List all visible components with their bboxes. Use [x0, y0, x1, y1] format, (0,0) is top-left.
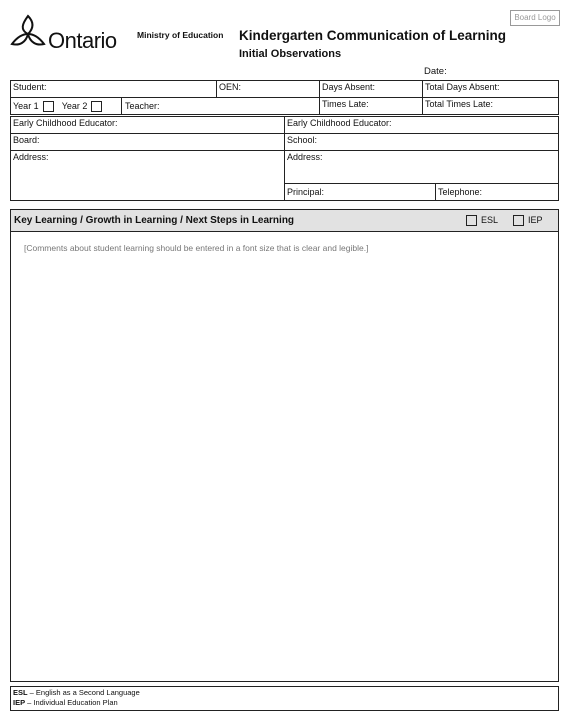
- ontario-wordmark: Ontario: [48, 28, 117, 53]
- legend-iep-text: – Individual Education Plan: [25, 698, 118, 707]
- comments-section: [10, 209, 559, 682]
- trillium-icon: [10, 14, 50, 50]
- address-right-field[interactable]: Address:: [285, 151, 559, 184]
- school-info-table: [10, 116, 559, 201]
- legend-iep: [11, 698, 558, 708]
- legend-esl: [11, 688, 558, 698]
- comments-textarea[interactable]: [Comments about student learning should be entered in a font size that is clear and legible.]: [24, 243, 369, 253]
- year-teacher-row: [11, 98, 320, 115]
- comments-heading: Key Learning / Growth in Learning / Next Steps in Learning: [14, 215, 295, 226]
- legend-iep-abbr: IEP: [13, 698, 26, 707]
- year-selector: [11, 98, 122, 114]
- total-days-absent-field[interactable]: Total Days Absent:: [423, 81, 559, 98]
- ministry-label: Ministry of Education: [137, 30, 224, 40]
- principal-field[interactable]: Principal:: [285, 184, 436, 201]
- year2-checkbox[interactable]: [91, 101, 102, 112]
- page-title: Kindergarten Communication of Learning: [239, 28, 507, 43]
- school-field[interactable]: School:: [285, 134, 559, 151]
- esl-checkbox[interactable]: [466, 215, 477, 226]
- total-times-late-field[interactable]: Total Times Late:: [423, 98, 559, 115]
- legend-esl-text: – English as a Second Language: [27, 688, 140, 697]
- iep-checkbox[interactable]: [513, 215, 524, 226]
- times-late-field[interactable]: Times Late:: [320, 98, 423, 115]
- year1-checkbox[interactable]: [43, 101, 54, 112]
- board-logo-placeholder: Board Logo: [510, 10, 560, 26]
- teacher-field[interactable]: Teacher:: [125, 101, 160, 111]
- iep-flag: [513, 210, 543, 231]
- abbreviation-legend: [10, 686, 559, 711]
- page-subtitle: Initial Observations: [239, 48, 342, 60]
- comments-header: [11, 210, 558, 232]
- address-left-field[interactable]: Address:: [11, 151, 285, 201]
- board-field[interactable]: Board:: [11, 134, 285, 151]
- year1-label: Year 1: [13, 101, 39, 111]
- oen-field[interactable]: OEN:: [217, 81, 320, 98]
- ece-left-field[interactable]: Early Childhood Educator:: [11, 117, 285, 134]
- days-absent-field[interactable]: Days Absent:: [320, 81, 423, 98]
- esl-flag: [466, 210, 498, 231]
- student-field[interactable]: Student:: [11, 81, 217, 98]
- iep-label: IEP: [528, 215, 543, 225]
- legend-esl-abbr: ESL: [13, 688, 28, 697]
- year2-label: Year 2: [61, 101, 88, 111]
- ece-right-field[interactable]: Early Childhood Educator:: [285, 117, 559, 134]
- date-field[interactable]: Date:: [424, 66, 447, 77]
- esl-label: ESL: [481, 215, 499, 225]
- telephone-field[interactable]: Telephone:: [436, 184, 559, 201]
- student-info-table: [10, 80, 559, 115]
